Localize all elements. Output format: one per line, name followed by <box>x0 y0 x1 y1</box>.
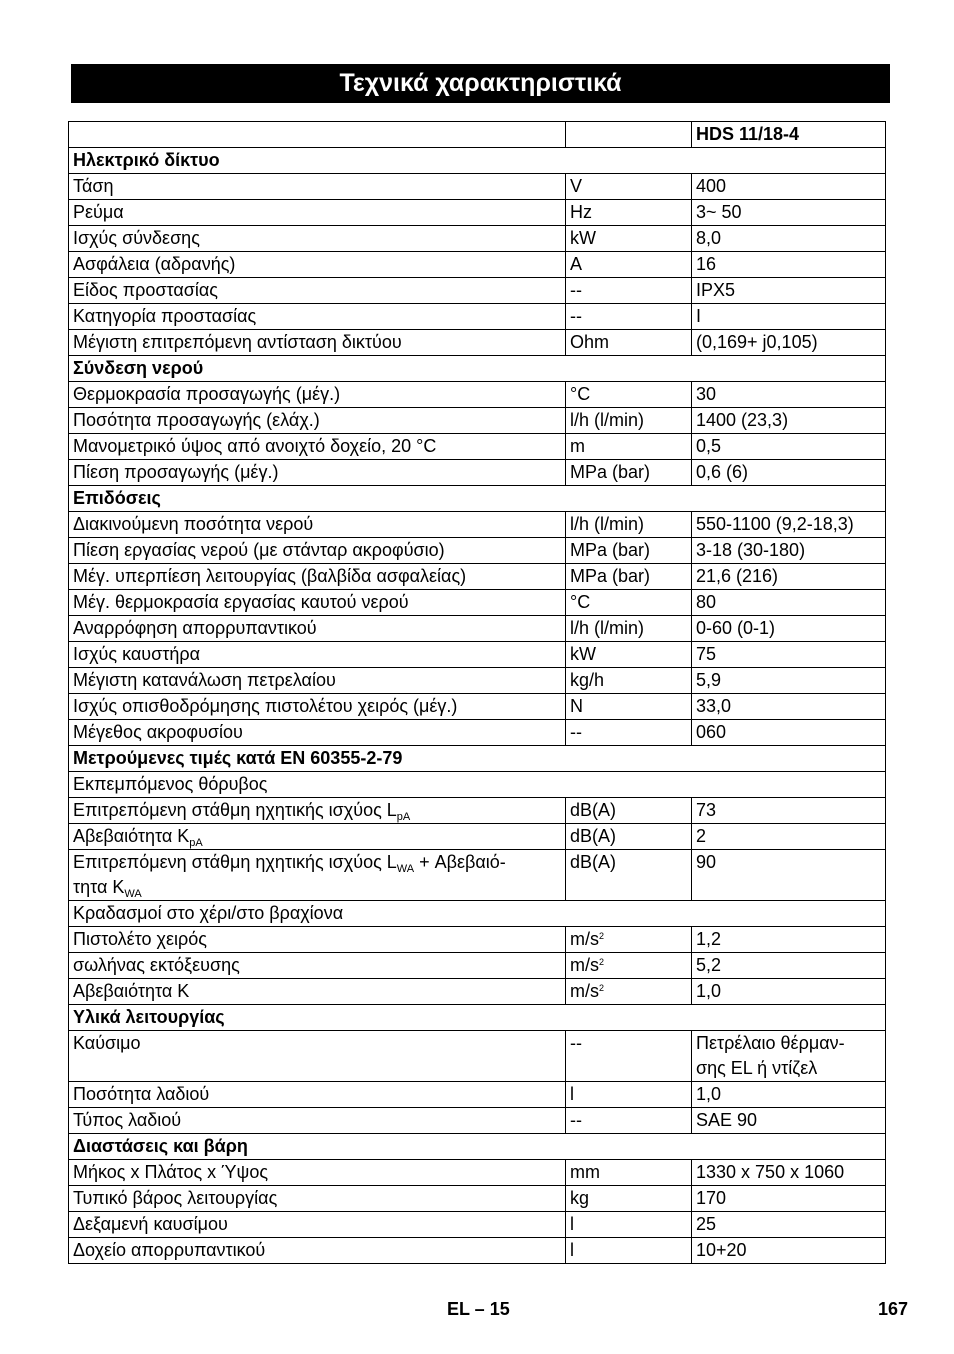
section-heading: Σύνδεση νερού <box>69 356 886 382</box>
spec-value-text: Πετρέλαιο θέρμαν- <box>696 1033 845 1053</box>
spec-unit: dB(A) <box>566 798 692 824</box>
header-empty-cell <box>69 122 566 148</box>
spec-label: Μέγεθος ακροφυσίου <box>69 720 566 746</box>
spec-unit: l/h (l/min) <box>566 616 692 642</box>
spec-unit: kW <box>566 642 692 668</box>
header-empty-cell <box>566 122 692 148</box>
spec-unit <box>566 953 692 979</box>
spec-label-text: + Αβεβαιό- <box>414 852 506 872</box>
spec-label-subscript: WA <box>396 863 415 875</box>
unit-superscript: 2 <box>599 931 605 941</box>
spec-label: Μέγ. θερμοκρασία εργασίας καυτού νερού <box>69 590 566 616</box>
spec-label: Πίεση προσαγωγής (μέγ.) <box>69 460 566 486</box>
spec-label: Τύπος λαδιού <box>69 1108 566 1134</box>
table-row <box>69 590 886 616</box>
section-heading: Επιδόσεις <box>69 486 886 512</box>
spec-value: 1,0 <box>692 1082 886 1108</box>
table-row <box>69 642 886 668</box>
spec-label: Αναρρόφηση απορρυπαντικού <box>69 616 566 642</box>
spec-unit: mm <box>566 1160 692 1186</box>
spec-label <box>69 850 566 901</box>
table-row <box>69 226 886 252</box>
spec-label-text: Επιτρεπόμενη στάθμη ηχητικής ισχύος L <box>73 800 397 820</box>
spec-unit: Ohm <box>566 330 692 356</box>
spec-label: Ποσότητα λαδιού <box>69 1082 566 1108</box>
spec-unit: -- <box>566 304 692 330</box>
spec-label: Δοχείο απορρυπαντικού <box>69 1238 566 1264</box>
section-heading: Ηλεκτρικό δίκτυο <box>69 148 886 174</box>
spec-unit: -- <box>566 278 692 304</box>
table-row <box>69 1082 886 1108</box>
footer-page-number: 167 <box>878 1299 909 1319</box>
specs-table <box>68 121 886 1264</box>
table-row <box>69 1238 886 1264</box>
spec-label: Πίεση εργασίας νερού (με στάνταρ ακροφύσιο) <box>69 538 566 564</box>
spec-unit: dB(A) <box>566 850 692 901</box>
spec-label-text: τητα K <box>73 877 125 897</box>
table-row <box>69 953 886 979</box>
table-row <box>69 512 886 538</box>
section-heading: Υλικά λειτουργίας <box>69 1005 886 1031</box>
table-row <box>69 1186 886 1212</box>
spec-label-subscript: pA <box>396 811 411 823</box>
spec-label <box>69 798 566 824</box>
spec-label: σωλήνας εκτόξευσης <box>69 953 566 979</box>
table-row <box>69 564 886 590</box>
spec-value: 1,2 <box>692 927 886 953</box>
table-row <box>69 720 886 746</box>
spec-unit: l <box>566 1082 692 1108</box>
spec-unit: °C <box>566 590 692 616</box>
spec-label: Πιστολέτο χειρός <box>69 927 566 953</box>
spec-value: 5,9 <box>692 668 886 694</box>
spec-label: Είδος προστασίας <box>69 278 566 304</box>
table-row <box>69 927 886 953</box>
spec-unit: MPa (bar) <box>566 460 692 486</box>
subsection-heading: Εκπεμπόμενος θόρυβος <box>69 772 886 798</box>
subsection-heading: Κραδασμοί στο χέρι/στο βραχίονα <box>69 901 886 927</box>
spec-value: 25 <box>692 1212 886 1238</box>
spec-value: 33,0 <box>692 694 886 720</box>
unit-text: m/s <box>570 929 599 949</box>
spec-value: 0,6 (6) <box>692 460 886 486</box>
table-row <box>69 538 886 564</box>
spec-value-text: σης EL ή ντίζελ <box>696 1058 818 1078</box>
section-heading-row <box>69 486 886 512</box>
table-row <box>69 668 886 694</box>
spec-value: 10+20 <box>692 1238 886 1264</box>
spec-value: 90 <box>692 850 886 901</box>
spec-value: SAE 90 <box>692 1108 886 1134</box>
spec-value: 75 <box>692 642 886 668</box>
table-row <box>69 252 886 278</box>
table-row <box>69 798 886 824</box>
spec-value: IPX5 <box>692 278 886 304</box>
spec-unit: -- <box>566 720 692 746</box>
spec-unit: kW <box>566 226 692 252</box>
section-heading-row <box>69 356 886 382</box>
table-row <box>69 174 886 200</box>
spec-label: Διακινούμενη ποσότητα νερού <box>69 512 566 538</box>
spec-value: 5,2 <box>692 953 886 979</box>
spec-value: 060 <box>692 720 886 746</box>
unit-text: m/s <box>570 955 599 975</box>
spec-value: 0-60 (0-1) <box>692 616 886 642</box>
table-row <box>69 694 886 720</box>
subsection-row <box>69 901 886 927</box>
spec-unit: MPa (bar) <box>566 564 692 590</box>
spec-label: Ισχύς οπισθοδρόμησης πιστολέτου χειρός (μέγ.) <box>69 694 566 720</box>
table-row <box>69 979 886 1005</box>
spec-unit: -- <box>566 1031 692 1082</box>
spec-label: Ποσότητα προσαγωγής (ελάχ.) <box>69 408 566 434</box>
table-row <box>69 382 886 408</box>
spec-value: 400 <box>692 174 886 200</box>
subsection-row <box>69 772 886 798</box>
spec-label: Ρεύμα <box>69 200 566 226</box>
spec-label-text: Επιτρεπόμενη στάθμη ηχητικής ισχύος L <box>73 852 397 872</box>
section-heading: Μετρούμενες τιμές κατά EN 60355-2-79 <box>69 746 886 772</box>
spec-unit: kg <box>566 1186 692 1212</box>
spec-label: Μήκος x Πλάτος x Ύψος <box>69 1160 566 1186</box>
spec-unit: MPa (bar) <box>566 538 692 564</box>
spec-value: 21,6 (216) <box>692 564 886 590</box>
spec-unit: Hz <box>566 200 692 226</box>
model-name: HDS 11/18-4 <box>692 122 886 148</box>
footer-language-page: EL – 15 <box>447 1299 510 1319</box>
spec-value <box>692 1031 886 1082</box>
table-row <box>69 824 886 850</box>
spec-label: Αβεβαιότητα K <box>69 979 566 1005</box>
spec-value: 3-18 (30-180) <box>692 538 886 564</box>
spec-label: Θερμοκρασία προσαγωγής (μέγ.) <box>69 382 566 408</box>
table-row <box>69 408 886 434</box>
spec-value: 2 <box>692 824 886 850</box>
unit-superscript: 2 <box>599 957 605 967</box>
spec-label-text: Αβεβαιότητα K <box>73 826 190 846</box>
spec-value: 80 <box>692 590 886 616</box>
spec-value: 0,5 <box>692 434 886 460</box>
spec-unit: kg/h <box>566 668 692 694</box>
spec-unit: °C <box>566 382 692 408</box>
spec-label: Τάση <box>69 174 566 200</box>
spec-label: Ισχύς σύνδεσης <box>69 226 566 252</box>
spec-value: 16 <box>692 252 886 278</box>
spec-unit: A <box>566 252 692 278</box>
spec-label: Δεξαμενή καυσίμου <box>69 1212 566 1238</box>
unit-superscript: 2 <box>599 983 605 993</box>
spec-value: 1,0 <box>692 979 886 1005</box>
unit-text: m/s <box>570 981 599 1001</box>
spec-value: 8,0 <box>692 226 886 252</box>
spec-unit <box>566 927 692 953</box>
table-row <box>69 850 886 901</box>
table-row <box>69 330 886 356</box>
spec-label: Κατηγορία προστασίας <box>69 304 566 330</box>
spec-unit: l/h (l/min) <box>566 512 692 538</box>
spec-unit: dB(A) <box>566 824 692 850</box>
spec-label: Μανομετρικό ύψος από ανοιχτό δοχείο, 20 °C <box>69 434 566 460</box>
spec-value: 73 <box>692 798 886 824</box>
section-heading-row <box>69 746 886 772</box>
section-heading: Διαστάσεις και βάρη <box>69 1134 886 1160</box>
table-header-row <box>69 122 886 148</box>
spec-unit: N <box>566 694 692 720</box>
spec-value: 1330 x 750 x 1060 <box>692 1160 886 1186</box>
spec-value: 3~ 50 <box>692 200 886 226</box>
spec-label: Μέγιστη κατανάλωση πετρελαίου <box>69 668 566 694</box>
page-title: Τεχνικά χαρακτηριστικά <box>71 64 890 103</box>
spec-unit: -- <box>566 1108 692 1134</box>
table-row <box>69 1212 886 1238</box>
table-row <box>69 200 886 226</box>
table-row <box>69 304 886 330</box>
spec-value: (0,169+ j0,105) <box>692 330 886 356</box>
spec-unit: l <box>566 1212 692 1238</box>
spec-value: 30 <box>692 382 886 408</box>
spec-value: 1400 (23,3) <box>692 408 886 434</box>
table-row <box>69 616 886 642</box>
table-row <box>69 1160 886 1186</box>
spec-value: 550-1100 (9,2-18,3) <box>692 512 886 538</box>
spec-label-subscript: pA <box>189 837 203 849</box>
spec-label: Ασφάλεια (αδρανής) <box>69 252 566 278</box>
spec-label: Μέγ. υπερπίεση λειτουργίας (βαλβίδα ασφαλείας) <box>69 564 566 590</box>
spec-unit: m <box>566 434 692 460</box>
section-heading-row <box>69 1134 886 1160</box>
table-row <box>69 460 886 486</box>
spec-label <box>69 824 566 850</box>
table-row <box>69 1031 886 1082</box>
spec-label: Ισχύς καυστήρα <box>69 642 566 668</box>
table-row <box>69 1108 886 1134</box>
spec-label: Μέγιστη επιτρεπόμενη αντίσταση δικτύου <box>69 330 566 356</box>
spec-unit: l/h (l/min) <box>566 408 692 434</box>
table-row <box>69 278 886 304</box>
spec-unit: l <box>566 1238 692 1264</box>
section-heading-row <box>69 148 886 174</box>
spec-label-subscript: WA <box>124 888 142 900</box>
spec-label: Τυπικό βάρος λειτουργίας <box>69 1186 566 1212</box>
spec-unit <box>566 979 692 1005</box>
spec-unit: V <box>566 174 692 200</box>
spec-value: I <box>692 304 886 330</box>
table-row <box>69 434 886 460</box>
spec-label: Καύσιμο <box>69 1031 566 1082</box>
spec-value: 170 <box>692 1186 886 1212</box>
section-heading-row <box>69 1005 886 1031</box>
